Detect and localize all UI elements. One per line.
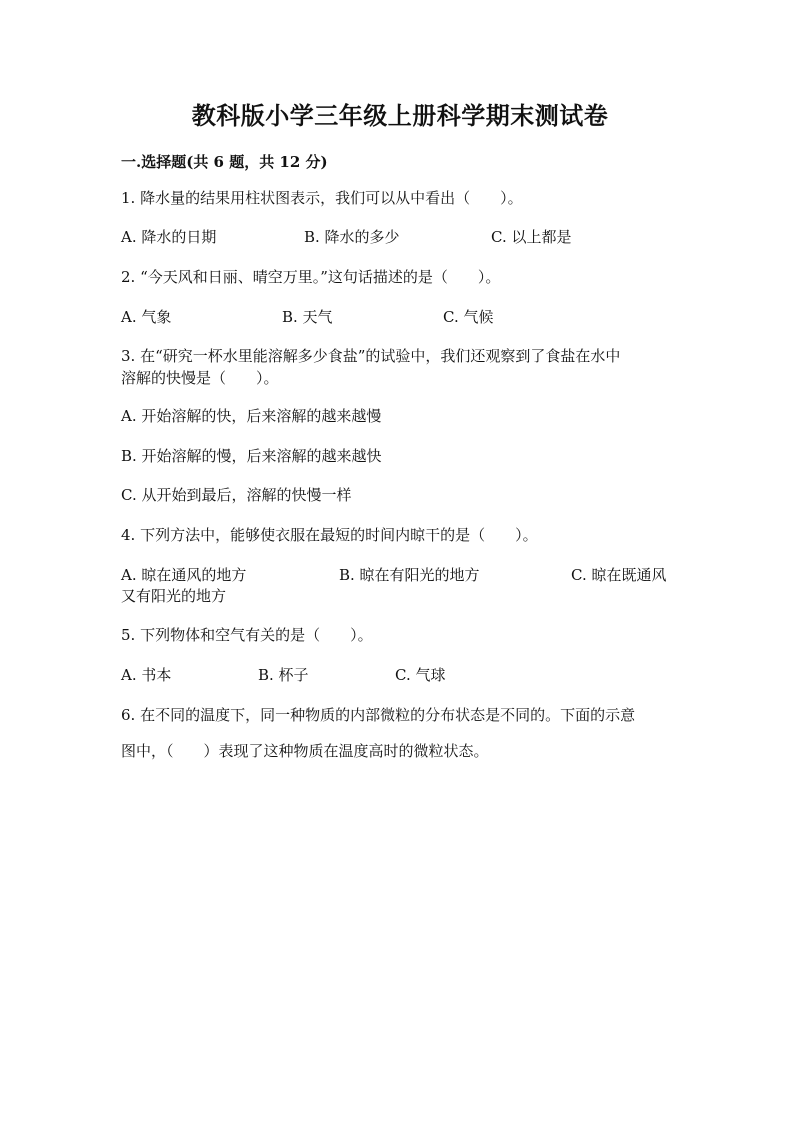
question-5-option-c: C. 气球 [395, 666, 446, 684]
question-4-option-c-continued: 又有阳光的地方 [121, 587, 227, 605]
question-6-text-line-2: 图中，（ ）表现了这种物质在温度高时的微粒状态。 [121, 742, 489, 760]
question-2-text: 2. “今天风和日丽、晴空万里。”这句话描述的是（ ）。 [121, 268, 501, 286]
question-4-text: 4. 下列方法中，能够使衣服在最短的时间内晾干的是（ ）。 [121, 526, 538, 544]
question-5-option-b: B. 杯子 [258, 666, 309, 684]
question-1-option-b: B. 降水的多少 [304, 228, 400, 246]
question-3-text-line-2: 溶解的快慢是（ ）。 [121, 369, 279, 387]
section-heading: 一.选择题(共 6 题，共 12 分) [121, 153, 328, 171]
question-2-option-b: B. 天气 [282, 308, 333, 326]
question-4-option-b: B. 晾在有阳光的地方 [339, 566, 480, 584]
question-5-text: 5. 下列物体和空气有关的是（ ）。 [121, 626, 373, 644]
question-2-option-c: C. 气候 [443, 308, 494, 326]
question-3-text-line-1: 3. 在“研究一杯水里能溶解多少食盐”的试验中，我们还观察到了食盐在水中 [121, 347, 621, 365]
question-5-option-a: A. 书本 [121, 666, 172, 684]
question-1-text: 1. 降水量的结果用柱状图表示，我们可以从中看出（ ）。 [121, 189, 523, 207]
question-4-option-a: A. 晾在通风的地方 [121, 566, 247, 584]
question-3-option-b: B. 开始溶解的慢，后来溶解的越来越快 [121, 447, 382, 465]
question-3-option-a: A. 开始溶解的快，后来溶解的越来越慢 [121, 407, 382, 425]
question-2-option-a: A. 气象 [121, 308, 172, 326]
question-1-option-c: C. 以上都是 [491, 228, 572, 246]
question-3-option-c: C. 从开始到最后，溶解的快慢一样 [121, 486, 352, 504]
question-6-text-line-1: 6. 在不同的温度下，同一种物质的内部微粒的分布状态是不同的。下面的示意 [121, 706, 636, 724]
page-title: 教科版小学三年级上册科学期末测试卷 [191, 101, 609, 130]
question-1-option-a: A. 降水的日期 [121, 228, 217, 246]
question-4-option-c: C. 晾在既通风 [571, 566, 667, 584]
